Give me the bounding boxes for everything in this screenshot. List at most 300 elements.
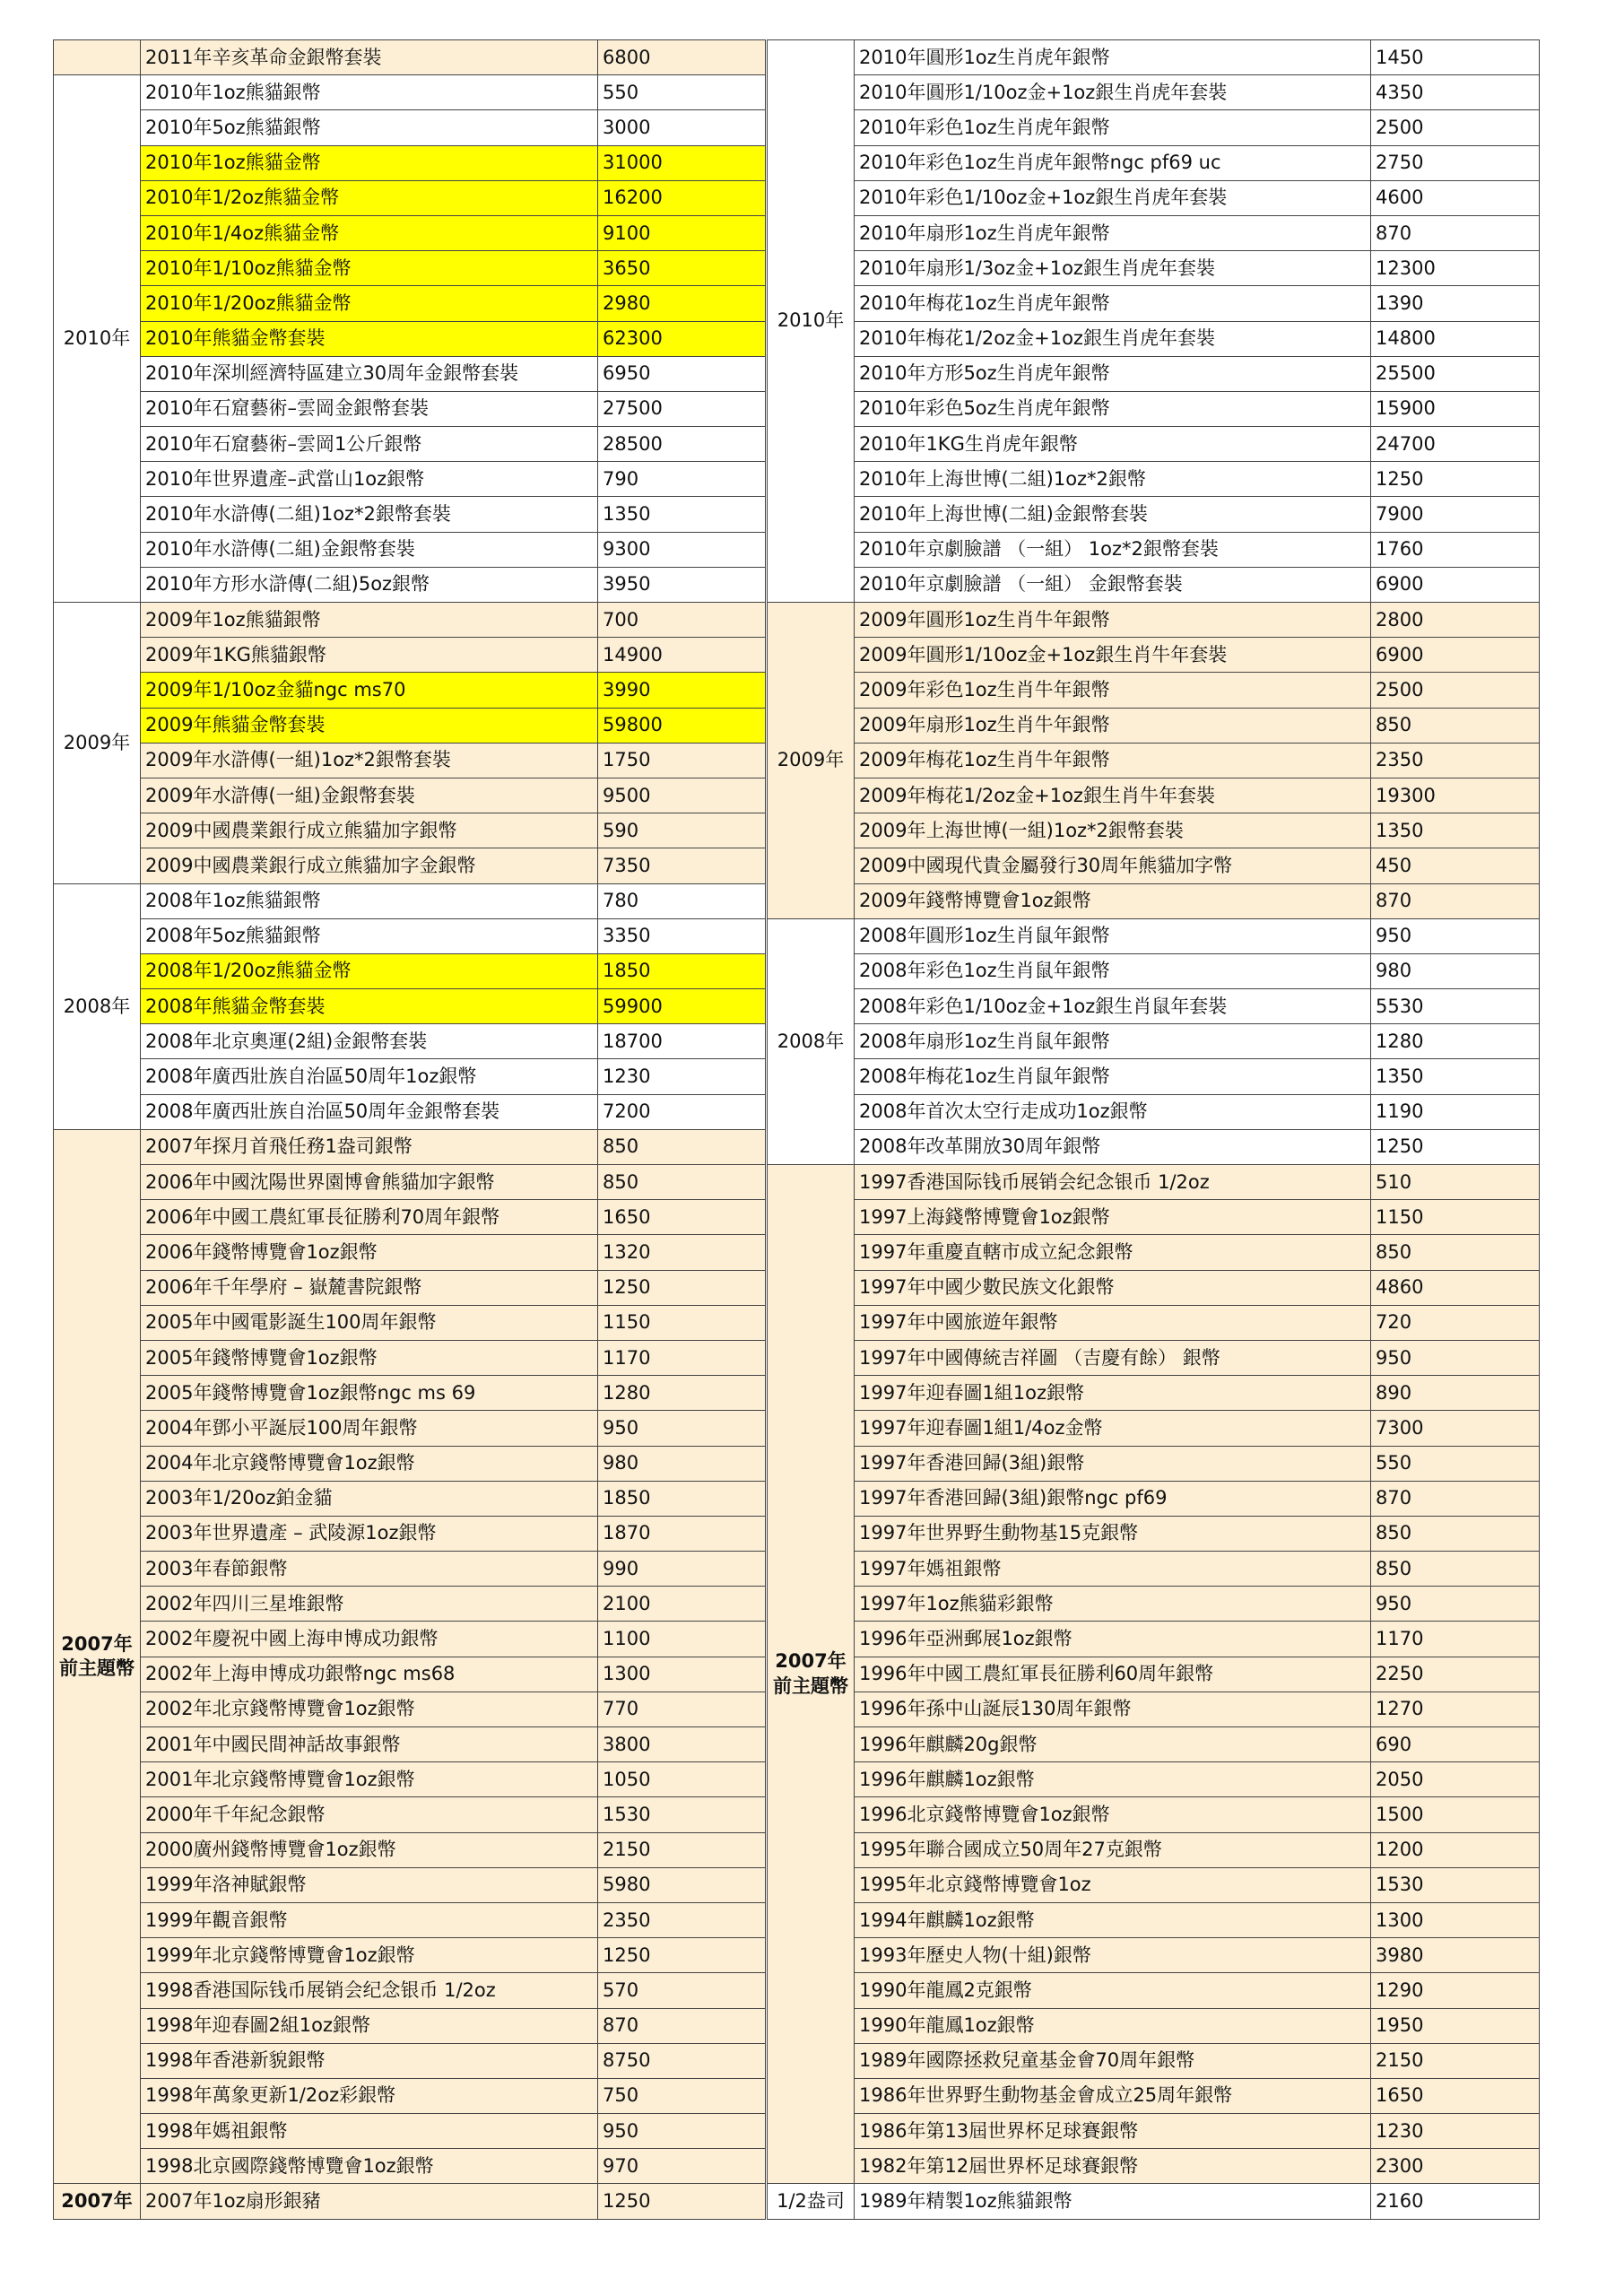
table-row — [768, 251, 1540, 286]
coin-name-cell: 1990年龍鳳1oz銀幣 — [855, 2008, 1371, 2043]
table-row — [768, 1481, 1540, 1516]
coin-name-cell: 1998年迎春圖2組1oz銀幣 — [141, 2008, 598, 2043]
price-cell: 850 — [1371, 1516, 1540, 1551]
price-cell: 1350 — [1371, 1059, 1540, 1094]
coin-name-cell: 2009中國農業銀行成立熊貓加字銀幣 — [141, 813, 598, 848]
table-row — [54, 1973, 766, 2008]
coin-name-cell: 2001年北京錢幣博覽會1oz銀幣 — [141, 1762, 598, 1797]
table-row — [768, 427, 1540, 462]
table-row — [54, 1692, 766, 1726]
price-cell: 9500 — [598, 778, 766, 813]
price-cell: 4350 — [1371, 75, 1540, 110]
table-row — [54, 75, 766, 110]
table-row — [768, 1692, 1540, 1726]
table-row — [54, 1832, 766, 1867]
price-cell: 1850 — [598, 953, 766, 988]
table-row — [768, 532, 1540, 567]
coin-name-cell: 1997年1oz熊貓彩銀幣 — [855, 1587, 1371, 1622]
table-row — [768, 1094, 1540, 1129]
price-cell: 2150 — [1371, 2043, 1540, 2078]
price-cell: 2750 — [1371, 145, 1540, 180]
price-cell: 990 — [598, 1552, 766, 1587]
price-cell: 1250 — [598, 2184, 766, 2219]
coin-name-cell: 2005年中國電影誕生100周年銀幣 — [141, 1305, 598, 1340]
price-cell: 2500 — [1371, 673, 1540, 708]
price-cell: 1250 — [1371, 462, 1540, 497]
table-row — [768, 1059, 1540, 1094]
table-row — [768, 673, 1540, 708]
price-cell: 1100 — [598, 1622, 766, 1657]
table-row — [768, 883, 1540, 918]
table-row — [768, 2043, 1540, 2078]
price-cell: 2350 — [598, 1902, 766, 1937]
price-cell: 1390 — [1371, 286, 1540, 321]
coin-name-cell: 1997年迎春圖1組1oz銀幣 — [855, 1376, 1371, 1411]
year-group-cell: 1/2盎司 — [768, 2184, 855, 2219]
coin-name-cell: 2008年彩色1oz生肖鼠年銀幣 — [855, 953, 1371, 988]
table-row — [768, 743, 1540, 778]
coin-name-cell: 2009中國農業銀行成立熊貓加字金銀幣 — [141, 848, 598, 883]
coin-name-cell: 2008年1/20oz熊貓金幣 — [141, 953, 598, 988]
table-row — [768, 75, 1540, 110]
table-row — [768, 1411, 1540, 1446]
page-bottom-edge — [0, 2266, 1624, 2296]
price-cell: 980 — [1371, 953, 1540, 988]
coin-name-cell: 1996年麒麟20g銀幣 — [855, 1727, 1371, 1762]
coin-name-cell: 2011年辛亥革命金銀幣套裝 — [141, 40, 598, 75]
price-cell: 1850 — [598, 1481, 766, 1516]
year-group-cell: 2009年 — [54, 603, 141, 884]
table-row — [54, 2114, 766, 2149]
coin-name-cell: 2008年5oz熊貓銀幣 — [141, 918, 598, 953]
coin-name-cell: 2000廣州錢幣博覽會1oz銀幣 — [141, 1832, 598, 1867]
coin-name-cell: 2010年1KG生肖虎年銀幣 — [855, 427, 1371, 462]
table-row — [768, 391, 1540, 426]
price-cell: 1170 — [598, 1340, 766, 1375]
price-cell: 870 — [1371, 883, 1540, 918]
coin-name-cell: 2010年水滸傳(二組)金銀幣套裝 — [141, 532, 598, 567]
table-row — [768, 286, 1540, 321]
coin-name-cell: 2008年扇形1oz生肖鼠年銀幣 — [855, 1024, 1371, 1059]
price-cell: 850 — [1371, 1235, 1540, 1270]
coin-name-cell: 2006年千年學府 – 嶽麓書院銀幣 — [141, 1270, 598, 1305]
price-cell: 550 — [1371, 1446, 1540, 1481]
price-cell: 1350 — [1371, 813, 1540, 848]
coin-name-cell: 1997年香港回歸(3組)銀幣ngc pf69 — [855, 1481, 1371, 1516]
table-row — [768, 40, 1540, 75]
price-cell: 3980 — [1371, 1938, 1540, 1973]
table-row — [54, 1235, 766, 1270]
coin-name-cell: 2008年圓形1oz生肖鼠年銀幣 — [855, 918, 1371, 953]
coin-name-cell: 2010年上海世博(二組)1oz*2銀幣 — [855, 462, 1371, 497]
table-row — [54, 1516, 766, 1551]
price-cell: 14900 — [598, 638, 766, 673]
table-row — [54, 1059, 766, 1094]
table-row — [54, 1938, 766, 1973]
table-row — [768, 2149, 1540, 2184]
price-cell: 16200 — [598, 180, 766, 215]
coin-name-cell: 2006年中國沈陽世界園博會熊貓加字銀幣 — [141, 1165, 598, 1200]
price-cell: 5530 — [1371, 989, 1540, 1024]
table-row — [768, 1797, 1540, 1832]
price-cell: 720 — [1371, 1305, 1540, 1340]
table-row — [768, 1446, 1540, 1481]
table-row — [54, 1552, 766, 1587]
price-cell: 590 — [598, 813, 766, 848]
table-row — [54, 251, 766, 286]
coin-name-cell: 2010年梅花1/2oz金+1oz銀生肖虎年套裝 — [855, 321, 1371, 356]
price-cell: 6900 — [1371, 638, 1540, 673]
table-row — [768, 918, 1540, 953]
coin-name-cell: 2010年1/4oz熊貓金幣 — [141, 215, 598, 250]
price-cell: 1650 — [1371, 2078, 1540, 2113]
price-cell: 980 — [598, 1446, 766, 1481]
coin-name-cell: 2010年石窟藝術–雲岡1公斤銀幣 — [141, 427, 598, 462]
price-cell: 1250 — [1371, 1129, 1540, 1164]
coin-name-cell: 1997年中國旅遊年銀幣 — [855, 1305, 1371, 1340]
table-row — [54, 743, 766, 778]
coin-name-cell: 2002年慶祝中國上海申博成功銀幣 — [141, 1622, 598, 1657]
price-cell: 550 — [598, 75, 766, 110]
table-row — [768, 1867, 1540, 1902]
table-row — [54, 1340, 766, 1375]
price-cell: 790 — [598, 462, 766, 497]
price-cell: 2500 — [1371, 110, 1540, 145]
coin-name-cell: 2010年1oz熊貓金幣 — [141, 145, 598, 180]
year-group-cell: 2010年 — [768, 40, 855, 603]
coin-name-cell: 2010年扇形1/3oz金+1oz銀生肖虎年套裝 — [855, 251, 1371, 286]
price-cell: 1320 — [598, 1235, 766, 1270]
coin-name-cell: 1994年麒麟1oz銀幣 — [855, 1902, 1371, 1937]
coin-name-cell: 2009年水滸傳(一組)1oz*2銀幣套裝 — [141, 743, 598, 778]
table-row — [768, 778, 1540, 813]
year-group-cell: 2009年 — [768, 603, 855, 919]
year-group-cell — [54, 40, 141, 75]
coin-name-cell: 2009年梅花1oz生肖牛年銀幣 — [855, 743, 1371, 778]
price-cell: 1200 — [1371, 1832, 1540, 1867]
table-row — [54, 1270, 766, 1305]
coin-name-cell: 2010年京劇臉譜 （一組） 1oz*2銀幣套裝 — [855, 532, 1371, 567]
table-row — [54, 848, 766, 883]
coin-name-cell: 2009年熊貓金幣套裝 — [141, 708, 598, 743]
coin-name-cell: 2009年水滸傳(一組)金銀幣套裝 — [141, 778, 598, 813]
price-cell: 1450 — [1371, 40, 1540, 75]
price-cell: 1150 — [598, 1305, 766, 1340]
table-row — [54, 813, 766, 848]
table-row — [768, 989, 1540, 1024]
price-cell: 970 — [598, 2149, 766, 2184]
coin-name-cell: 1995年聯合國成立50周年27克銀幣 — [855, 1832, 1371, 1867]
table-row — [768, 1587, 1540, 1622]
price-cell: 62300 — [598, 321, 766, 356]
table-row — [768, 1235, 1540, 1270]
price-cell: 25500 — [1371, 356, 1540, 391]
table-row — [768, 2008, 1540, 2043]
table-row — [54, 567, 766, 602]
coin-name-cell: 1997上海錢幣博覽會1oz銀幣 — [855, 1200, 1371, 1235]
table-row — [768, 1938, 1540, 1973]
price-cell: 9100 — [598, 215, 766, 250]
coin-name-cell: 2010年熊貓金幣套裝 — [141, 321, 598, 356]
coin-name-cell: 2010年1/10oz熊貓金幣 — [141, 251, 598, 286]
price-cell: 850 — [598, 1165, 766, 1200]
table-row — [768, 638, 1540, 673]
table-row — [768, 1200, 1540, 1235]
price-cell: 59800 — [598, 708, 766, 743]
coin-name-cell: 2009年上海世博(一組)1oz*2銀幣套裝 — [855, 813, 1371, 848]
table-row — [768, 145, 1540, 180]
price-cell: 6800 — [598, 40, 766, 75]
coin-name-cell: 2010年圓形1oz生肖虎年銀幣 — [855, 40, 1371, 75]
table-row — [54, 1902, 766, 1937]
table-row — [768, 2184, 1540, 2219]
coin-name-cell: 1993年歷史人物(十組)銀幣 — [855, 1938, 1371, 1973]
price-cell: 1280 — [1371, 1024, 1540, 1059]
table-row — [54, 1762, 766, 1797]
price-cell: 950 — [598, 2114, 766, 2149]
table-row — [54, 1411, 766, 1446]
price-cell: 1230 — [598, 1059, 766, 1094]
price-cell: 450 — [1371, 848, 1540, 883]
coin-name-cell: 2009年1oz熊貓銀幣 — [141, 603, 598, 638]
price-cell: 750 — [598, 2078, 766, 2113]
coin-name-cell: 2008年北京奧運(2組)金銀幣套裝 — [141, 1024, 598, 1059]
table-row — [768, 1024, 1540, 1059]
table-row — [768, 1129, 1540, 1164]
price-cell: 9300 — [598, 532, 766, 567]
coin-name-cell: 1996年孫中山誕辰130周年銀幣 — [855, 1692, 1371, 1726]
price-cell: 770 — [598, 1692, 766, 1726]
table-row — [768, 1902, 1540, 1937]
table-row — [54, 532, 766, 567]
table-row — [54, 391, 766, 426]
table-row — [54, 2184, 766, 2219]
price-cell: 2800 — [1371, 603, 1540, 638]
price-cell: 870 — [1371, 215, 1540, 250]
price-cell: 12300 — [1371, 251, 1540, 286]
table-row — [768, 1832, 1540, 1867]
price-cell: 1300 — [1371, 1902, 1540, 1937]
price-cell: 3800 — [598, 1727, 766, 1762]
table-row — [768, 2078, 1540, 2113]
table-row — [768, 110, 1540, 145]
price-cell: 1170 — [1371, 1622, 1540, 1657]
price-cell: 31000 — [598, 145, 766, 180]
price-cell: 950 — [1371, 918, 1540, 953]
price-cell: 14800 — [1371, 321, 1540, 356]
coin-name-cell: 2002年四川三星堆銀幣 — [141, 1587, 598, 1622]
coin-name-cell: 2008年改革開放30周年銀幣 — [855, 1129, 1371, 1164]
price-cell: 4600 — [1371, 180, 1540, 215]
table-row — [54, 638, 766, 673]
coin-name-cell: 2008年1oz熊貓銀幣 — [141, 883, 598, 918]
price-cell: 1650 — [598, 1200, 766, 1235]
price-cell: 2300 — [1371, 2149, 1540, 2184]
coin-name-cell: 1997年世界野生動物基15克銀幣 — [855, 1516, 1371, 1551]
price-cell: 15900 — [1371, 391, 1540, 426]
price-cell: 1530 — [1371, 1867, 1540, 1902]
table-row — [768, 953, 1540, 988]
price-cell: 59900 — [598, 989, 766, 1024]
coin-name-cell: 1999年觀音銀幣 — [141, 1902, 598, 1937]
price-cell: 2150 — [598, 1832, 766, 1867]
table-row — [768, 2114, 1540, 2149]
table-row — [54, 778, 766, 813]
coin-name-cell: 2010年扇形1oz生肖虎年銀幣 — [855, 215, 1371, 250]
table-row — [54, 1129, 766, 1164]
coin-name-cell: 2004年北京錢幣博覽會1oz銀幣 — [141, 1446, 598, 1481]
table-row — [768, 1727, 1540, 1762]
coin-name-cell: 2010年彩色5oz生肖虎年銀幣 — [855, 391, 1371, 426]
coin-name-cell: 2009年1/10oz金貓ngc ms70 — [141, 673, 598, 708]
coin-name-cell: 2009年1KG熊貓銀幣 — [141, 638, 598, 673]
table-row — [54, 1481, 766, 1516]
price-cell: 4860 — [1371, 1270, 1540, 1305]
coin-name-cell: 2008年梅花1oz生肖鼠年銀幣 — [855, 1059, 1371, 1094]
coin-name-cell: 2010年方形5oz生肖虎年銀幣 — [855, 356, 1371, 391]
table-row — [54, 1165, 766, 1200]
table-row — [768, 1762, 1540, 1797]
table-row — [768, 497, 1540, 532]
coin-name-cell: 2010年彩色1oz生肖虎年銀幣ngc pf69 uc — [855, 145, 1371, 180]
price-cell: 1300 — [598, 1657, 766, 1692]
coin-name-cell: 2005年錢幣博覽會1oz銀幣 — [141, 1340, 598, 1375]
coin-name-cell: 2010年世界遺產–武當山1oz銀幣 — [141, 462, 598, 497]
coin-name-cell: 1982年第12屆世界杯足球賽銀幣 — [855, 2149, 1371, 2184]
table-row — [54, 286, 766, 321]
price-cell: 7900 — [1371, 497, 1540, 532]
coin-name-cell: 2010年圓形1/10oz金+1oz銀生肖虎年套裝 — [855, 75, 1371, 110]
year-group-cell: 2010年 — [54, 75, 141, 603]
table-row — [54, 2149, 766, 2184]
coin-name-cell: 1999年北京錢幣博覽會1oz銀幣 — [141, 1938, 598, 1973]
year-group-cell: 2008年 — [54, 883, 141, 1129]
coin-name-cell: 2001年中國民間神話故事銀幣 — [141, 1727, 598, 1762]
table-row — [54, 215, 766, 250]
price-cell: 1530 — [598, 1797, 766, 1832]
price-cell: 870 — [1371, 1481, 1540, 1516]
coin-name-cell: 2010年水滸傳(二組)1oz*2銀幣套裝 — [141, 497, 598, 532]
price-cell: 690 — [1371, 1727, 1540, 1762]
coin-name-cell: 1998年媽祖銀幣 — [141, 2114, 598, 2149]
price-cell: 7350 — [598, 848, 766, 883]
coin-name-cell: 2003年1/20oz鉑金貓 — [141, 1481, 598, 1516]
table-row — [54, 953, 766, 988]
year-group-cell: 2007年 前主題幣 — [768, 1165, 855, 2184]
price-cell: 3650 — [598, 251, 766, 286]
table-row — [54, 708, 766, 743]
price-cell: 1190 — [1371, 1094, 1540, 1129]
price-cell: 850 — [1371, 1552, 1540, 1587]
table-row — [54, 145, 766, 180]
coin-name-cell: 1998北京國際錢幣博覽會1oz銀幣 — [141, 2149, 598, 2184]
coin-name-cell: 2010年梅花1oz生肖虎年銀幣 — [855, 286, 1371, 321]
coin-name-cell: 1997年媽祖銀幣 — [855, 1552, 1371, 1587]
coin-name-cell: 2009年梅花1/2oz金+1oz銀生肖牛年套裝 — [855, 778, 1371, 813]
price-cell: 1500 — [1371, 1797, 1540, 1832]
coin-name-cell: 2009年圓形1oz生肖牛年銀幣 — [855, 603, 1371, 638]
price-cell: 1250 — [598, 1270, 766, 1305]
table-row — [54, 1622, 766, 1657]
table-row — [54, 603, 766, 638]
coin-name-cell: 2003年世界遺產 – 武陵源1oz銀幣 — [141, 1516, 598, 1551]
price-cell: 1280 — [598, 1376, 766, 1411]
coin-name-cell: 2010年石窟藝術–雲岡金銀幣套裝 — [141, 391, 598, 426]
table-row — [54, 1657, 766, 1692]
price-cell: 3000 — [598, 110, 766, 145]
price-cell: 3990 — [598, 673, 766, 708]
coin-name-cell: 2010年5oz熊貓銀幣 — [141, 110, 598, 145]
year-group-cell: 2007年 前主題幣 — [54, 1129, 141, 2184]
coin-name-cell: 2000年千年紀念銀幣 — [141, 1797, 598, 1832]
table-row — [54, 2043, 766, 2078]
table-row — [54, 2008, 766, 2043]
year-group-cell: 2007年 — [54, 2184, 141, 2219]
coin-name-cell: 1986年第13屆世界杯足球賽銀幣 — [855, 2114, 1371, 2149]
coin-name-cell: 2010年1oz熊貓銀幣 — [141, 75, 598, 110]
right-price-table — [767, 39, 1540, 2220]
price-cell: 8750 — [598, 2043, 766, 2078]
coin-name-cell: 2006年中國工農紅軍長征勝利70周年銀幣 — [141, 1200, 598, 1235]
price-cell: 2050 — [1371, 1762, 1540, 1797]
coin-name-cell: 2010年深圳經濟特區建立30周年金銀幣套裝 — [141, 356, 598, 391]
table-row — [54, 989, 766, 1024]
price-cell: 5980 — [598, 1867, 766, 1902]
price-cell: 700 — [598, 603, 766, 638]
table-row — [54, 1094, 766, 1129]
table-row — [768, 1657, 1540, 1692]
table-row — [768, 1622, 1540, 1657]
price-cell: 1250 — [598, 1938, 766, 1973]
coin-name-cell: 1997年重慶直轄市成立紀念銀幣 — [855, 1235, 1371, 1270]
coin-name-cell: 2003年春節銀幣 — [141, 1552, 598, 1587]
price-cell: 1050 — [598, 1762, 766, 1797]
coin-name-cell: 1997年迎春圖1組1/4oz金幣 — [855, 1411, 1371, 1446]
table-row — [768, 603, 1540, 638]
table-row — [54, 1446, 766, 1481]
coin-name-cell: 1990年龍鳳2克銀幣 — [855, 1973, 1371, 2008]
table-row — [768, 1165, 1540, 1200]
price-cell: 1870 — [598, 1516, 766, 1551]
coin-name-cell: 2004年鄧小平誕辰100周年銀幣 — [141, 1411, 598, 1446]
price-cell: 570 — [598, 1973, 766, 2008]
table-row — [54, 321, 766, 356]
price-cell: 870 — [598, 2008, 766, 2043]
price-cell: 6900 — [1371, 567, 1540, 602]
coin-name-cell: 2008年熊貓金幣套裝 — [141, 989, 598, 1024]
table-row — [54, 462, 766, 497]
price-cell: 950 — [1371, 1587, 1540, 1622]
price-cell: 1270 — [1371, 1692, 1540, 1726]
table-row — [768, 215, 1540, 250]
coin-name-cell: 1986年世界野生動物基金會成立25周年銀幣 — [855, 2078, 1371, 2113]
table-row — [768, 180, 1540, 215]
table-row — [54, 1305, 766, 1340]
price-cell: 890 — [1371, 1376, 1540, 1411]
table-row — [54, 427, 766, 462]
coin-name-cell: 1997年中國傳統吉祥圖 （吉慶有餘） 銀幣 — [855, 1340, 1371, 1375]
table-row — [768, 1340, 1540, 1375]
coin-name-cell: 2006年錢幣博覽會1oz銀幣 — [141, 1235, 598, 1270]
table-row — [54, 1200, 766, 1235]
price-cell: 1760 — [1371, 532, 1540, 567]
price-cell: 950 — [1371, 1340, 1540, 1375]
price-cell: 6950 — [598, 356, 766, 391]
coin-name-cell: 2005年錢幣博覽會1oz銀幣ngc ms 69 — [141, 1376, 598, 1411]
table-row — [54, 180, 766, 215]
price-cell: 2350 — [1371, 743, 1540, 778]
table-row — [768, 321, 1540, 356]
